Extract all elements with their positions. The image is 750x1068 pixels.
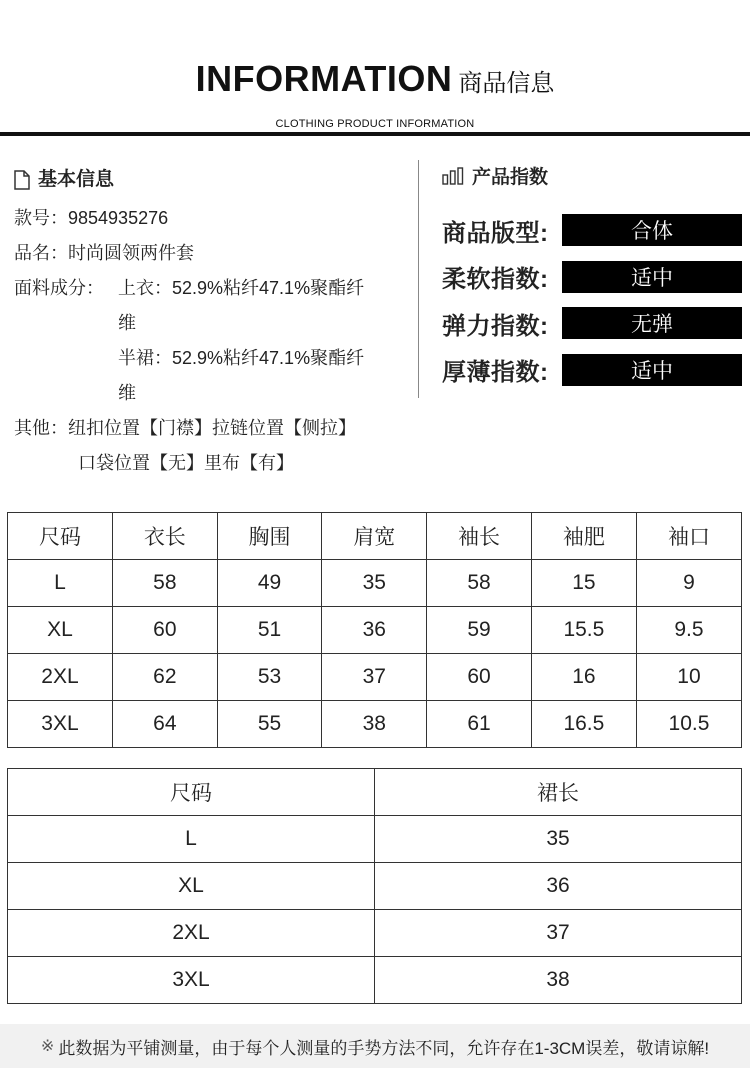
table-cell: 36 — [322, 607, 427, 654]
table-row — [8, 863, 742, 910]
table-cell: 2XL — [8, 654, 113, 701]
index-value: 合体 — [562, 214, 742, 246]
table-cell: 55 — [217, 701, 322, 748]
skirt-size-table — [7, 768, 742, 1004]
other-line2: 口袋位置【无】里布【有】 — [78, 453, 294, 473]
table-header-cell: 尺码 — [8, 513, 113, 560]
table-cell: 51 — [217, 607, 322, 654]
table-cell: 16 — [531, 654, 636, 701]
table-row — [8, 654, 742, 701]
fabric-skirt-line2: 维 — [118, 383, 136, 403]
table-cell: XL — [8, 607, 113, 654]
table-cell: 16.5 — [531, 701, 636, 748]
index-value: 适中 — [562, 354, 742, 386]
index-label: 商品版型: — [442, 219, 549, 247]
table-cell: 38 — [322, 701, 427, 748]
table-header-cell: 尺码 — [8, 769, 375, 816]
index-row-thickness — [442, 347, 742, 394]
basic-info-heading — [14, 162, 409, 197]
table-header-cell: 肩宽 — [322, 513, 427, 560]
title-cn: 商品信息 — [458, 70, 555, 97]
table-row — [8, 701, 742, 748]
table-cell: 3XL — [8, 957, 375, 1004]
product-name-row — [14, 236, 409, 271]
subtitle: CLOTHING PRODUCT INFORMATION — [275, 118, 475, 130]
product-index-heading — [442, 162, 742, 189]
product-index-heading-text: 产品指数 — [472, 167, 549, 188]
style-no-label: 款号： — [14, 208, 68, 228]
basic-info-heading-text: 基本信息 — [38, 169, 115, 190]
table-header-row — [8, 513, 742, 560]
other-label: 其他： — [14, 418, 68, 438]
fabric-row — [14, 271, 409, 306]
top-size-table — [7, 512, 742, 748]
table-cell: 3XL — [8, 701, 113, 748]
table-cell: 35 — [375, 816, 742, 863]
fabric-top-line2: 维 — [118, 313, 136, 333]
index-row-softness — [442, 254, 742, 301]
vertical-divider — [418, 160, 419, 398]
title-en: INFORMATION — [195, 58, 453, 99]
table-cell: 2XL — [8, 910, 375, 957]
table-cell: 36 — [375, 863, 742, 910]
table-cell: 61 — [427, 701, 532, 748]
table-cell: 37 — [375, 910, 742, 957]
basic-info-section — [14, 162, 409, 481]
table-cell: L — [8, 560, 113, 607]
index-label: 柔软指数: — [442, 266, 549, 294]
table-header-cell: 袖长 — [427, 513, 532, 560]
table-header-cell: 袖肥 — [531, 513, 636, 560]
index-value: 无弹 — [562, 307, 742, 339]
other-line1: 纽扣位置【门襟】拉链位置【侧拉】 — [68, 418, 356, 438]
table-row — [8, 560, 742, 607]
fabric-top-line1: 上衣：52.9%粘纤47.1%聚酯纤 — [118, 278, 365, 298]
table-cell: 35 — [322, 560, 427, 607]
table-cell: 10 — [636, 654, 741, 701]
product-name-label: 品名： — [14, 243, 68, 263]
table-cell: 60 — [112, 607, 217, 654]
header-divider — [0, 132, 750, 136]
table-cell: L — [8, 816, 375, 863]
index-row-fit — [442, 207, 742, 254]
table-row — [8, 957, 742, 1004]
bar-chart-icon — [442, 167, 464, 185]
table-cell: 60 — [427, 654, 532, 701]
table-cell: 64 — [112, 701, 217, 748]
measurement-note — [0, 1024, 750, 1068]
style-no-value: 9854935276 — [68, 208, 169, 228]
table-header-row — [8, 769, 742, 816]
table-row — [8, 607, 742, 654]
table-cell: 38 — [375, 957, 742, 1004]
table-cell: 9.5 — [636, 607, 741, 654]
fabric-label: 面料成分： — [14, 278, 104, 298]
table-cell: 49 — [217, 560, 322, 607]
index-row-elasticity — [442, 300, 742, 347]
table-row — [8, 910, 742, 957]
table-row — [8, 816, 742, 863]
table-cell: 9 — [636, 560, 741, 607]
table-cell: 10.5 — [636, 701, 741, 748]
fabric-skirt-line1: 半裙：52.9%粘纤47.1%聚酯纤 — [118, 348, 365, 368]
title-row — [0, 58, 750, 100]
table-header-cell: 裙长 — [375, 769, 742, 816]
table-cell: 53 — [217, 654, 322, 701]
table-cell: 62 — [112, 654, 217, 701]
table-cell: 58 — [112, 560, 217, 607]
table-cell: 59 — [427, 607, 532, 654]
table-cell: XL — [8, 863, 375, 910]
table-header-cell: 胸围 — [217, 513, 322, 560]
index-value: 适中 — [562, 261, 742, 293]
product-index-section — [442, 162, 742, 393]
table-cell: 37 — [322, 654, 427, 701]
table-cell: 58 — [427, 560, 532, 607]
page-header — [0, 58, 750, 130]
product-name-value: 时尚圆领两件套 — [68, 243, 194, 263]
index-label: 厚薄指数: — [442, 359, 549, 387]
table-cell: 15.5 — [531, 607, 636, 654]
index-label: 弹力指数: — [442, 312, 549, 340]
style-no-row — [14, 201, 409, 236]
table-header-cell: 袖口 — [636, 513, 741, 560]
other-row — [14, 411, 409, 446]
table-header-cell: 衣长 — [112, 513, 217, 560]
table-cell: 15 — [531, 560, 636, 607]
measurement-note-text: 此数据为平铺测量，由于每个人测量的手势方法不同，允许存在1-3CM误差，敬请谅解! — [58, 1038, 710, 1058]
asterisk-icon: ※ — [40, 1038, 55, 1055]
document-icon — [14, 170, 30, 190]
